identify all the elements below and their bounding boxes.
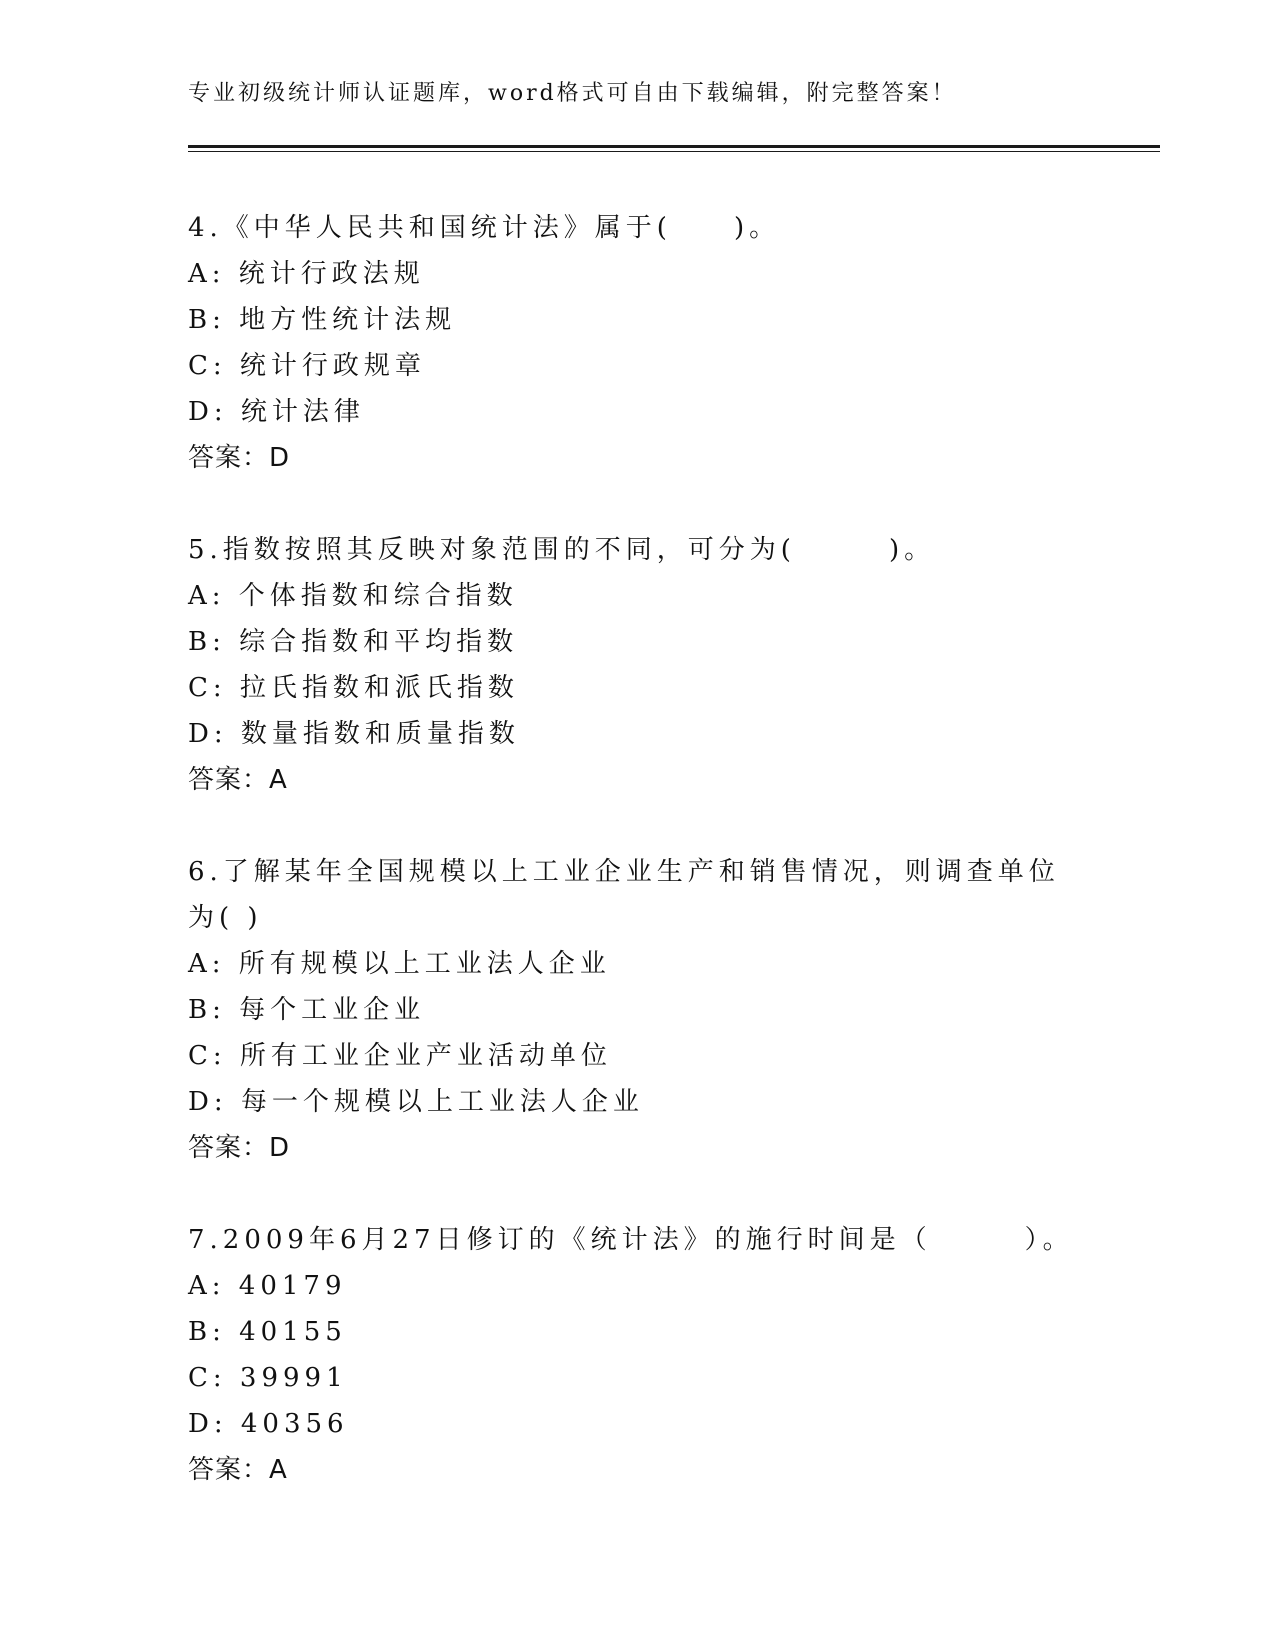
question-6 [188, 849, 1088, 1171]
option-c: C: 拉氏指数和派氏指数 [188, 673, 519, 703]
page-header: 专业初级统计师认证题库，word格式可自由下载编辑，附完整答案！ [188, 81, 957, 106]
question-5 [188, 527, 1088, 803]
option-b: B: 每个工业企业 [188, 995, 426, 1025]
answer-line: 答案：D [188, 443, 291, 473]
option-a: A: 个体指数和综合指数 [188, 581, 518, 611]
option-d: D: 数量指数和质量指数 [188, 719, 520, 749]
option-b: B: 地方性统计法规 [188, 305, 457, 335]
question-stem: 5.指数按照其反映对象范围的不同，可分为( )。 [188, 535, 936, 565]
question-list [188, 205, 1088, 1539]
option-a: A: 统计行政法规 [188, 259, 425, 289]
answer-line: 答案：D [188, 1133, 291, 1163]
question-stem: 7.2009年6月27日修订的《统计法》的施行时间是（ ）。 [188, 1225, 1074, 1255]
header-divider-thick [188, 145, 1160, 148]
option-d: D: 统计法律 [188, 397, 365, 427]
option-a: A: 所有规模以上工业法人企业 [188, 949, 611, 979]
option-c: C: 所有工业企业产业活动单位 [188, 1041, 612, 1071]
question-7 [188, 1217, 1088, 1493]
option-c: C: 统计行政规章 [188, 351, 426, 381]
option-a: A: 40179 [188, 1271, 347, 1301]
question-stem: 6.了解某年全国规模以上工业企业生产和销售情况，则调查单位为( ) [188, 857, 1060, 933]
answer-line: 答案：A [188, 765, 288, 795]
question-4 [188, 205, 1088, 481]
question-stem: 4.《中华人民共和国统计法》属于( )。 [188, 213, 781, 243]
answer-line: 答案：A [188, 1455, 288, 1485]
option-d: D: 每一个规模以上工业法人企业 [188, 1087, 644, 1117]
option-d: D: 40356 [188, 1409, 349, 1439]
header-divider-thin [188, 151, 1160, 152]
option-c: C: 39991 [188, 1363, 348, 1393]
option-b: B: 40155 [188, 1317, 347, 1347]
option-b: B: 综合指数和平均指数 [188, 627, 519, 657]
